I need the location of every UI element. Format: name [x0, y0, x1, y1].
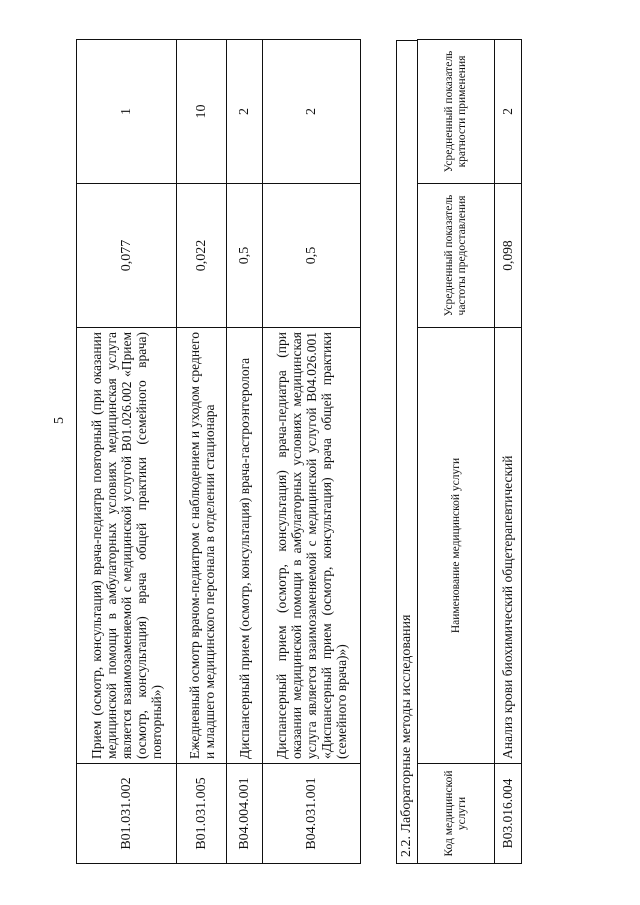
- multiplicity-value: 2: [495, 40, 522, 184]
- frequency-value: 0,5: [227, 184, 263, 328]
- header-name: Наименование медицинской услуги: [418, 328, 495, 764]
- service-code: B01.031.005: [177, 764, 227, 864]
- header-multiplicity: Усредненный показатель кратности применения: [418, 40, 495, 184]
- rotated-document-body: [76, 40, 576, 864]
- service-description: Диспансерный прием (осмотр, консультация) врача-гастроэнтеролога: [227, 328, 263, 764]
- table-row: [227, 40, 263, 864]
- services-table: [76, 39, 361, 864]
- service-code: B04.031.001: [263, 764, 361, 864]
- header-code: Код медицинской услуги: [418, 764, 495, 864]
- service-code: B01.031.002: [77, 764, 177, 864]
- frequency-value: 0,098: [495, 184, 522, 328]
- header-frequency: Усредненный показатель частоты предоставления: [418, 184, 495, 328]
- table-header-row: [418, 40, 495, 864]
- table-row: [263, 40, 361, 864]
- table-row: [77, 40, 177, 864]
- lab-methods-table: [417, 39, 522, 864]
- service-code: B03.016.004: [495, 764, 522, 864]
- service-name: Анализ крови биохимический общетерапевтический: [495, 328, 522, 764]
- table-row: [495, 40, 522, 864]
- multiplicity-value: 2: [227, 40, 263, 184]
- frequency-value: 0,022: [177, 184, 227, 328]
- frequency-value: 0,077: [77, 184, 177, 328]
- multiplicity-value: 2: [263, 40, 361, 184]
- service-description: Диспансерный прием (осмотр, консультация) врача-педиатра (при оказании медицинской помощи в амбулаторных условиях медицинская услуга является взаимозаменяемой с медицинской услугой B04.026.001 «Диспансерный прием (осмотр, консультация) врача общей практики (семейного врача)»): [263, 328, 361, 764]
- table-row: [177, 40, 227, 864]
- service-description: Ежедневный осмотр врачом-педиатром с наблюдением и уходом среднего и младшего медицинского персонала в отделении стационара: [177, 328, 227, 764]
- multiplicity-value: 1: [77, 40, 177, 184]
- service-description: Прием (осмотр, консультация) врача-педиатра повторный (при оказании медицинской помощи в амбулаторных условиях медицинская услуга является взаимозаменяемой с медицинской услугой B01.026.002 «Прием (осмотр, консультация) врача общей практики (семейного врача) повторный»): [77, 328, 177, 764]
- service-code: B04.004.001: [227, 764, 263, 864]
- section-title: 2.2. Лабораторные методы исследования: [396, 40, 418, 864]
- frequency-value: 0,5: [263, 184, 361, 328]
- page-number: 5: [52, 417, 67, 424]
- multiplicity-value: 10: [177, 40, 227, 184]
